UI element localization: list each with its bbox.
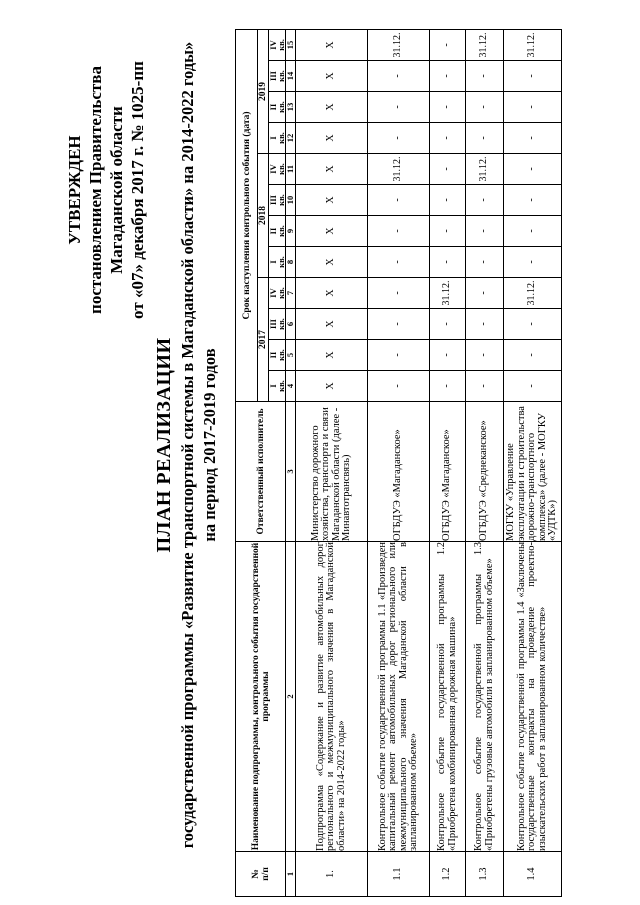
table-body: [296, 29, 562, 896]
row-quarter-value: -: [430, 247, 466, 278]
row-quarter-value: -: [368, 61, 430, 92]
header-column-number: 3: [286, 402, 296, 542]
header-year: 2018: [258, 154, 269, 278]
row-name: Контрольное событие государственной программы 1.1 «Произведен капитальный ремонт автомобильных дорог регионального или межмуниципального значения Магаданской области в запланированном объеме»: [368, 542, 430, 852]
row-quarter-value: X: [296, 278, 368, 309]
header-quarter-label: I кв.: [268, 256, 286, 268]
header-quarter: [269, 154, 286, 185]
header-quarter-label: IV кв.: [268, 163, 286, 175]
row-quarter-value: 31.12.: [430, 278, 466, 309]
header-column-number: 7: [286, 278, 296, 309]
table-row: [466, 29, 504, 896]
row-quarter-value: -: [430, 309, 466, 340]
header-responsible: Ответственный исполнитель: [236, 402, 286, 542]
row-quarter-value: -: [466, 185, 504, 216]
header-quarter: [269, 247, 286, 278]
row-quarter-value: -: [504, 247, 562, 278]
row-quarter-value: -: [430, 371, 466, 402]
plan-title: ПЛАН РЕАЛИЗАЦИИ: [153, 337, 175, 553]
header-quarter: [269, 340, 286, 371]
row-quarter-value: -: [368, 185, 430, 216]
row-number: 1.1: [368, 852, 430, 897]
row-quarter-value: -: [466, 278, 504, 309]
row-quarter-value: -: [466, 309, 504, 340]
row-quarter-value: X: [296, 61, 368, 92]
row-quarter-value: -: [430, 92, 466, 123]
table-row: [430, 29, 466, 896]
header-quarter-label: IV кв.: [268, 287, 286, 299]
header-quarter-label: I кв.: [268, 132, 286, 144]
row-responsible: Министерство дорожного хозяйства, транспорта и связи Магаданской области (далее - Минавтотрансвязь): [296, 402, 368, 542]
table-row: [368, 29, 430, 896]
row-quarter-value: -: [466, 92, 504, 123]
header-column-number: 6: [286, 309, 296, 340]
row-quarter-value: -: [368, 371, 430, 402]
row-number: 1.3: [466, 852, 504, 897]
approval-line-date-number: от «07» декабря 2017 г. № 1025-пп: [128, 61, 147, 319]
header-quarter-label: II кв.: [268, 349, 286, 361]
row-quarter-value: -: [504, 371, 562, 402]
table-row: [296, 29, 368, 896]
header-column-number: 11: [286, 154, 296, 185]
row-quarter-value: -: [504, 185, 562, 216]
row-quarter-value: -: [466, 216, 504, 247]
header-column-number: 14: [286, 61, 296, 92]
header-year: 2019: [258, 29, 269, 153]
header-year: 2017: [258, 278, 269, 402]
header-quarter: [269, 309, 286, 340]
header-quarter-label: III кв.: [268, 318, 286, 330]
row-quarter-value: X: [296, 92, 368, 123]
approval-line-region: Магаданской области: [107, 106, 126, 274]
header-column-number: 2: [286, 542, 296, 852]
table-row: [504, 29, 562, 896]
header-quarter: [269, 216, 286, 247]
header-column-numbers-row: [286, 29, 296, 896]
header-deadline: Срок наступления контрольного события (дата): [236, 29, 258, 401]
approval-line-decree: постановлением Правительства: [86, 66, 105, 314]
header-column-number: 9: [286, 216, 296, 247]
row-quarter-value: -: [368, 278, 430, 309]
row-quarter-value: 31.12.: [466, 154, 504, 185]
header-quarter-label: IV кв.: [268, 39, 286, 51]
row-quarter-value: -: [504, 216, 562, 247]
row-quarter-value: X: [296, 340, 368, 371]
row-quarter-value: -: [430, 123, 466, 154]
row-quarter-value: -: [466, 340, 504, 371]
header-column-number: 8: [286, 247, 296, 278]
plan-subtitle: государственной программы «Развитие транспортной системы в Магаданской области» на 2014-2022 годы»: [178, 41, 197, 849]
row-quarter-value: -: [368, 123, 430, 154]
header-num: [236, 852, 286, 897]
row-quarter-value: X: [296, 185, 368, 216]
row-name: Контрольное событие государственной программы 1.4 «Заключены государственные контракты на проведение проектно-изыскательских работ в запланированном количестве»: [504, 542, 562, 852]
row-quarter-value: X: [296, 309, 368, 340]
row-quarter-value: -: [430, 29, 466, 60]
row-quarter-value: -: [430, 216, 466, 247]
row-quarter-value: -: [504, 154, 562, 185]
row-quarter-value: X: [296, 371, 368, 402]
header-quarter: [269, 278, 286, 309]
header-quarter: [269, 29, 286, 60]
header-column-number: 4: [286, 371, 296, 402]
row-quarter-value: -: [466, 123, 504, 154]
header-row: [236, 29, 258, 896]
header-quarter-label: III кв.: [268, 194, 286, 206]
row-number: 1.: [296, 852, 368, 897]
row-quarter-value: -: [430, 154, 466, 185]
row-quarter-value: 31.12.: [504, 278, 562, 309]
header-column-number: 5: [286, 340, 296, 371]
row-quarter-value: -: [430, 61, 466, 92]
row-quarter-value: X: [296, 154, 368, 185]
row-quarter-value: 31.12.: [504, 29, 562, 60]
row-responsible: ОГБДУЭ «Магаданское»: [430, 402, 466, 542]
plan-period: на период 2017-2019 годов: [200, 348, 219, 542]
approval-block: [64, 40, 148, 340]
row-quarter-value: -: [466, 371, 504, 402]
header-column-number: 13: [286, 92, 296, 123]
header-name: Наименование подпрограммы, контрольного события государственной программы: [236, 542, 286, 852]
row-quarter-value: X: [296, 247, 368, 278]
header-num-label: № п/п: [250, 867, 271, 881]
row-quarter-value: -: [504, 61, 562, 92]
header-quarter-label: I кв.: [268, 380, 286, 392]
row-quarter-value: -: [430, 185, 466, 216]
row-responsible: ОГБДУЭ «Магаданское»: [368, 402, 430, 542]
row-quarter-value: -: [504, 92, 562, 123]
row-quarter-value: -: [466, 61, 504, 92]
row-quarter-value: -: [504, 340, 562, 371]
row-quarter-value: X: [296, 29, 368, 60]
row-quarter-value: -: [368, 340, 430, 371]
header-quarter: [269, 185, 286, 216]
row-name: Контрольное событие государственной программы 1.3 «Приобретены грузовые автомобили в запланированном объеме»: [466, 542, 504, 852]
row-quarter-value: -: [504, 123, 562, 154]
row-quarter-value: -: [368, 247, 430, 278]
header-quarter-label: III кв.: [268, 70, 286, 82]
row-quarter-value: 31.12.: [368, 29, 430, 60]
row-name: Контрольное событие государственной программы 1.2 «Приобретена комбинированная дорожная машина»: [430, 542, 466, 852]
approval-title: УТВЕРЖДЕН: [65, 135, 84, 245]
header-quarter: [269, 123, 286, 154]
row-quarter-value: -: [368, 92, 430, 123]
plan-table: [235, 29, 562, 897]
row-responsible: МОГКУ «Управление эксплуатации и строительства дорожно-транспортного комплекса» (далее - МОГКУ «УДТК»): [504, 402, 562, 542]
header-quarter: [269, 61, 286, 92]
header-column-number: 1: [286, 852, 296, 897]
row-quarter-value: -: [368, 309, 430, 340]
header-quarter-label: II кв.: [268, 101, 286, 113]
row-quarter-value: -: [368, 216, 430, 247]
row-number: 1.4: [504, 852, 562, 897]
row-quarter-value: 31.12.: [466, 29, 504, 60]
row-quarter-value: -: [466, 247, 504, 278]
row-quarter-value: X: [296, 123, 368, 154]
header-column-number: 10: [286, 185, 296, 216]
header-quarter-label: II кв.: [268, 225, 286, 237]
header-column-number: 12: [286, 123, 296, 154]
row-quarter-value: -: [430, 340, 466, 371]
row-responsible: ОГБДУЭ «Среднеканское»: [466, 402, 504, 542]
header-quarter: [269, 371, 286, 402]
row-quarter-value: X: [296, 216, 368, 247]
header-quarter: [269, 92, 286, 123]
header-column-number: 15: [286, 29, 296, 60]
plan-heading: [152, 15, 220, 875]
row-number: 1.2: [430, 852, 466, 897]
row-quarter-value: -: [504, 309, 562, 340]
row-name: Подпрограмма «Содержание и развитие автомобильных дорог регионального и межмуниципального значения в Магаданской области» на 2014-2022 годы»: [296, 542, 368, 852]
row-quarter-value: 31.12.: [368, 154, 430, 185]
